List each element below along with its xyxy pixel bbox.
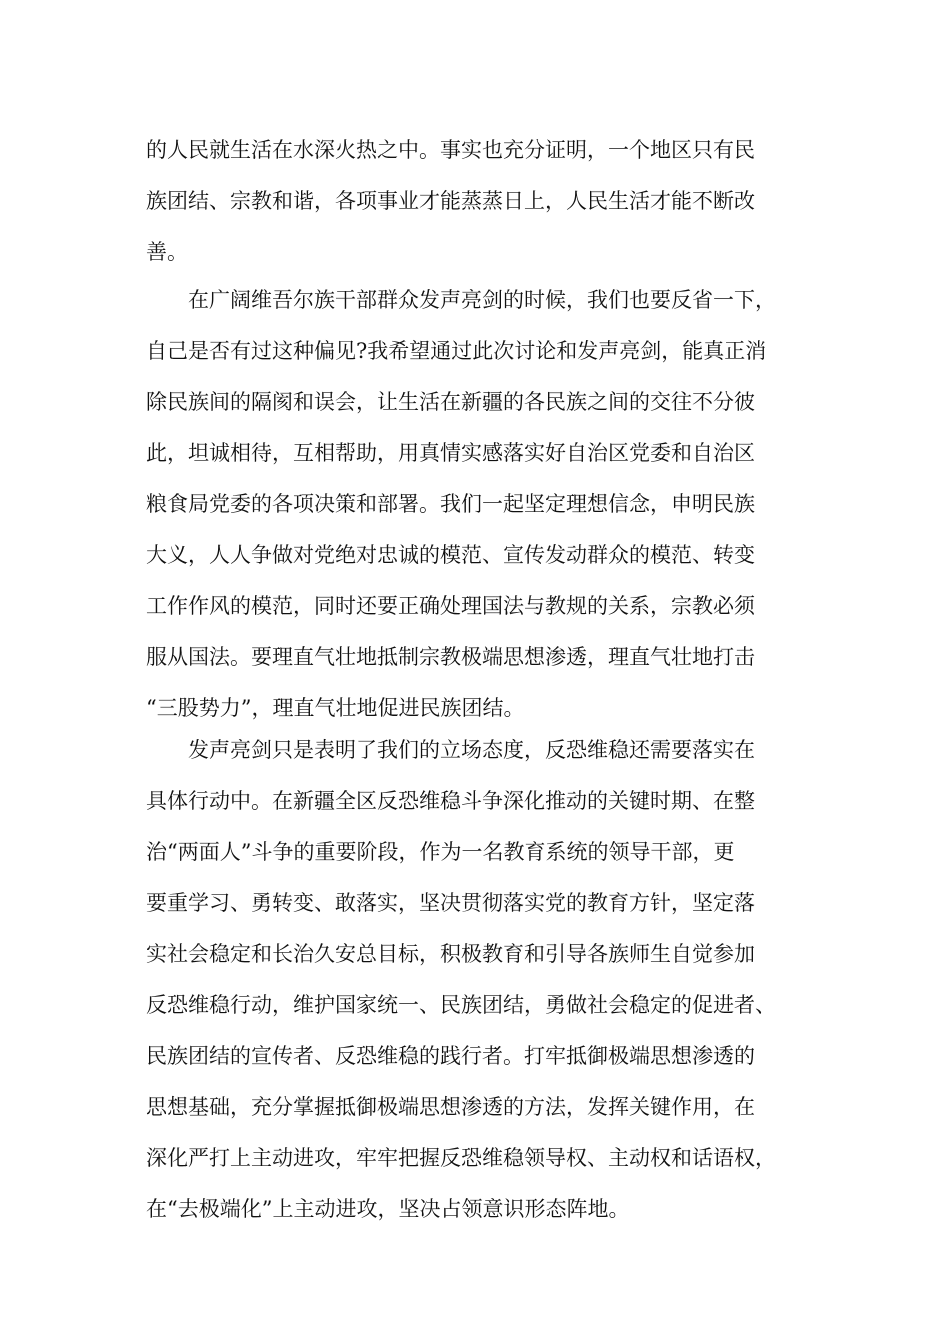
- text-line: 善。: [146, 240, 188, 264]
- text-line: “三股势力”，理直气壮地促进民族团结。: [146, 696, 525, 720]
- paragraph-3: [146, 725, 810, 1235]
- text-line: 要重学习、勇转变、敢落实，坚决贯彻落实党的教育方针，坚定落: [146, 891, 755, 915]
- text-line: 思想基础，充分掌握抵御极端思想渗透的方法，发挥关键作用，在: [146, 1095, 755, 1119]
- paragraph-2: [146, 275, 810, 734]
- text-line: 大义，人人争做对党绝对忠诚的模范、宣传发动群众的模范、转变: [146, 543, 755, 567]
- text-line: 民族团结的宣传者、反恐维稳的践行者。打牢抵御极端思想渗透的: [146, 1044, 755, 1068]
- text-line: 此，坦诚相待，互相帮助，用真情实感落实好自治区党委和自治区: [146, 441, 755, 465]
- paragraph-1: [146, 125, 810, 278]
- text-line: 发声亮剑只是表明了我们的立场态度，反恐维稳还需要落实在: [188, 738, 755, 762]
- text-line: 治“两面人”斗争的重要阶段，作为一名教育系统的领导干部，更: [146, 840, 735, 864]
- text-line: 自己是否有过这种偏见?我希望通过此次讨论和发声亮剑，能真正消: [146, 339, 767, 363]
- text-line: 工作作风的模范，同时还要正确处理国法与教规的关系，宗教必须: [146, 594, 755, 618]
- text-line: 除民族间的隔阂和误会，让生活在新疆的各民族之间的交往不分彼: [146, 390, 755, 414]
- text-line: 深化严打上主动进攻，牢牢把握反恐维稳领导权、主动权和话语权，: [146, 1146, 776, 1170]
- text-line: 反恐维稳行动，维护国家统一、民族团结，勇做社会稳定的促进者、: [146, 993, 776, 1017]
- text-line: 在“去极端化”上主动进攻，坚决占领意识形态阵地。: [146, 1197, 630, 1221]
- text-line: 粮食局党委的各项决策和部署。我们一起坚定理想信念，申明民族: [146, 492, 755, 516]
- text-line: 族团结、宗教和谐，各项事业才能蒸蒸日上，人民生活才能不断改: [146, 189, 755, 213]
- text-line: 的人民就生活在水深火热之中。事实也充分证明，一个地区只有民: [146, 138, 755, 162]
- text-line: 具体行动中。在新疆全区反恐维稳斗争深化推动的关键时期、在整: [146, 789, 755, 813]
- text-line: 服从国法。要理直气壮地抵制宗教极端思想渗透，理直气壮地打击: [146, 645, 755, 669]
- text-line: 实社会稳定和长治久安总目标，积极教育和引导各族师生自觉参加: [146, 942, 755, 966]
- text-line: 在广阔维吾尔族干部群众发声亮剑的时候，我们也要反省一下，: [188, 288, 776, 312]
